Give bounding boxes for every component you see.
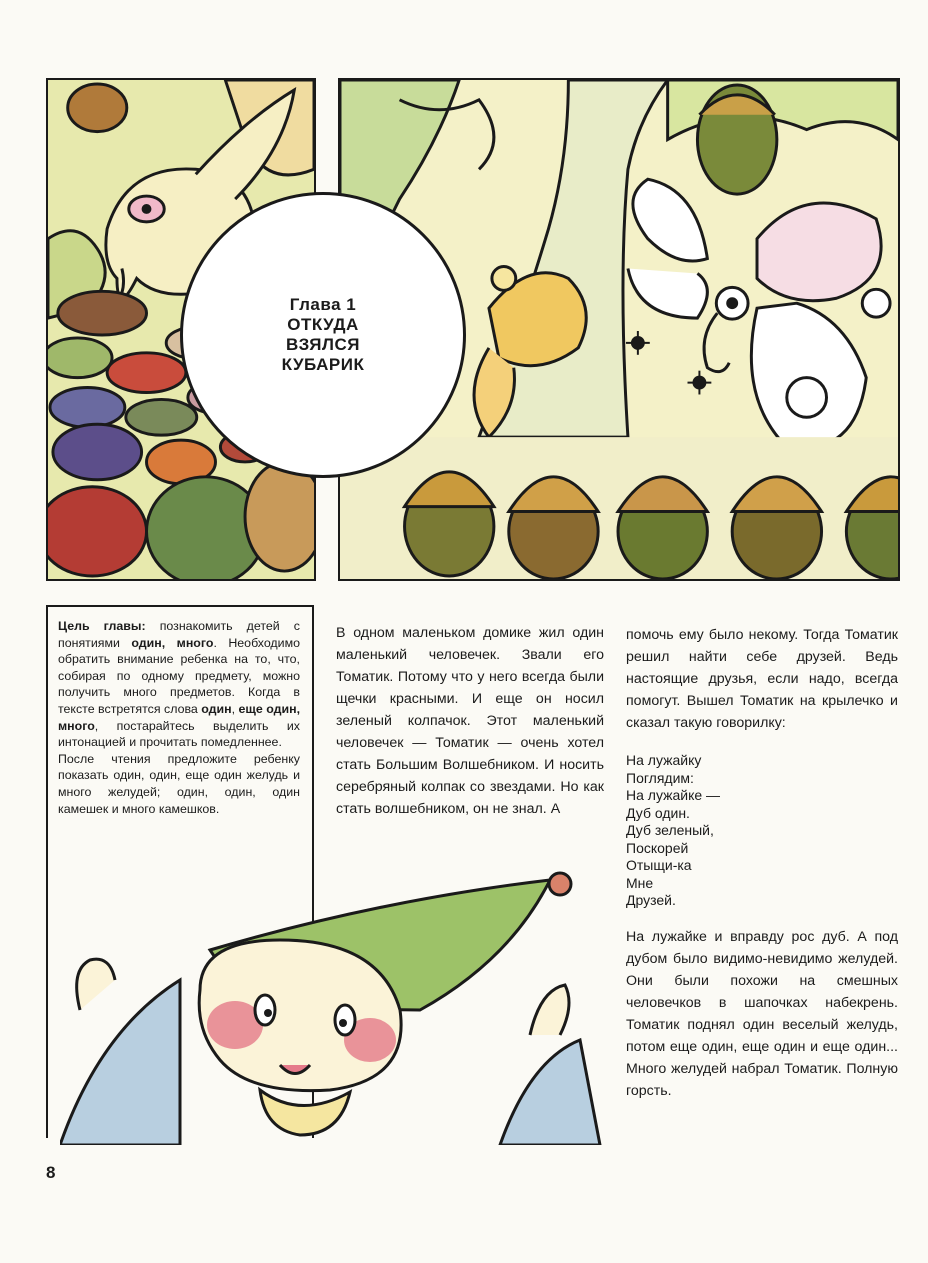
goal-text-g: , постарайтесь выделить их интонацией и прочитать помедленнее. bbox=[58, 718, 300, 750]
poem-line: Поглядим: bbox=[626, 769, 694, 786]
chapter-title-line-1: ОТКУДА bbox=[287, 315, 359, 334]
chapter-title-line-2: ВЗЯЛСЯ bbox=[286, 335, 360, 354]
goal-paragraph-2: После чтения предложите ребенку показать один, один, еще один желудь и много желудей; один, один, один камешек и много камешков. bbox=[58, 751, 300, 816]
story-column-right bbox=[626, 624, 898, 1102]
poem-line: Мне bbox=[626, 874, 654, 891]
gnome-tomatik-drawing bbox=[60, 860, 620, 1145]
poem-line: Дуб зеленый, bbox=[626, 822, 714, 838]
goal-text-c: . Необходимо обратить внимание ребенка на то, что, собирая по одному предмету, можно получить много предметов. Когда в тексте встретятся слова bbox=[58, 635, 300, 716]
story-paragraph-2: помочь ему было некому. Тогда Томатик решил найти себе друзей. Ведь настоящие друзья, если надо, всегда помогут. Вышел Томатик на крылечко и сказал такую говорилку: bbox=[626, 627, 898, 731]
goal-lead: Цель главы: bbox=[58, 619, 146, 633]
chapter-title-circle bbox=[180, 192, 466, 478]
goal-bold-one: один bbox=[201, 701, 232, 716]
goal-text-a: познакомить детей с понятиями bbox=[58, 619, 300, 650]
goal-text-e: , bbox=[231, 701, 239, 716]
chapter-label: Глава 1 bbox=[289, 295, 357, 314]
poem-line: На лужайку bbox=[626, 752, 702, 768]
goal-bold-one-many: один, много bbox=[131, 635, 214, 650]
chapter-goal-text bbox=[58, 618, 300, 817]
poem-line: Отыщи-ка bbox=[626, 857, 692, 873]
goal-paragraph-1 bbox=[58, 618, 300, 751]
poem-line: На лужайке — bbox=[626, 787, 721, 803]
goal-bold-another-many: еще один, много bbox=[58, 701, 301, 733]
poem-line: Друзей. bbox=[626, 892, 676, 908]
poem-line: Дуб один. bbox=[626, 804, 690, 821]
story-paragraph-3: На лужайке и вправду рос дуб. А под дубом было видимо-невидимо желудей. Они были похожи на смешных человечков в шапочках набекрень. Томатик поднял один веселый желудь, потом еще один, еще один и еще один... Много желудей набрал Томатик. Полную горсть. bbox=[626, 928, 898, 1099]
story-column-middle bbox=[336, 622, 604, 820]
chapter-title-line-3: КУБАРИК bbox=[281, 355, 365, 374]
poem bbox=[626, 752, 898, 910]
poem-line: Поскорей bbox=[626, 839, 689, 856]
page-number: 8 bbox=[46, 1163, 56, 1182]
story-paragraph-1: В одном маленьком домике жил один маленький человечек. Звали его Томатик. Потому что у него всегда были щечки красными. И еще он носил зеленый колпачок. Этот маленький человечек — Томатик — очень хотел стать Большим Волшебником. И носить серебряный колпак со звездами. Но как стать волшебником, он не знал. А bbox=[336, 625, 604, 817]
